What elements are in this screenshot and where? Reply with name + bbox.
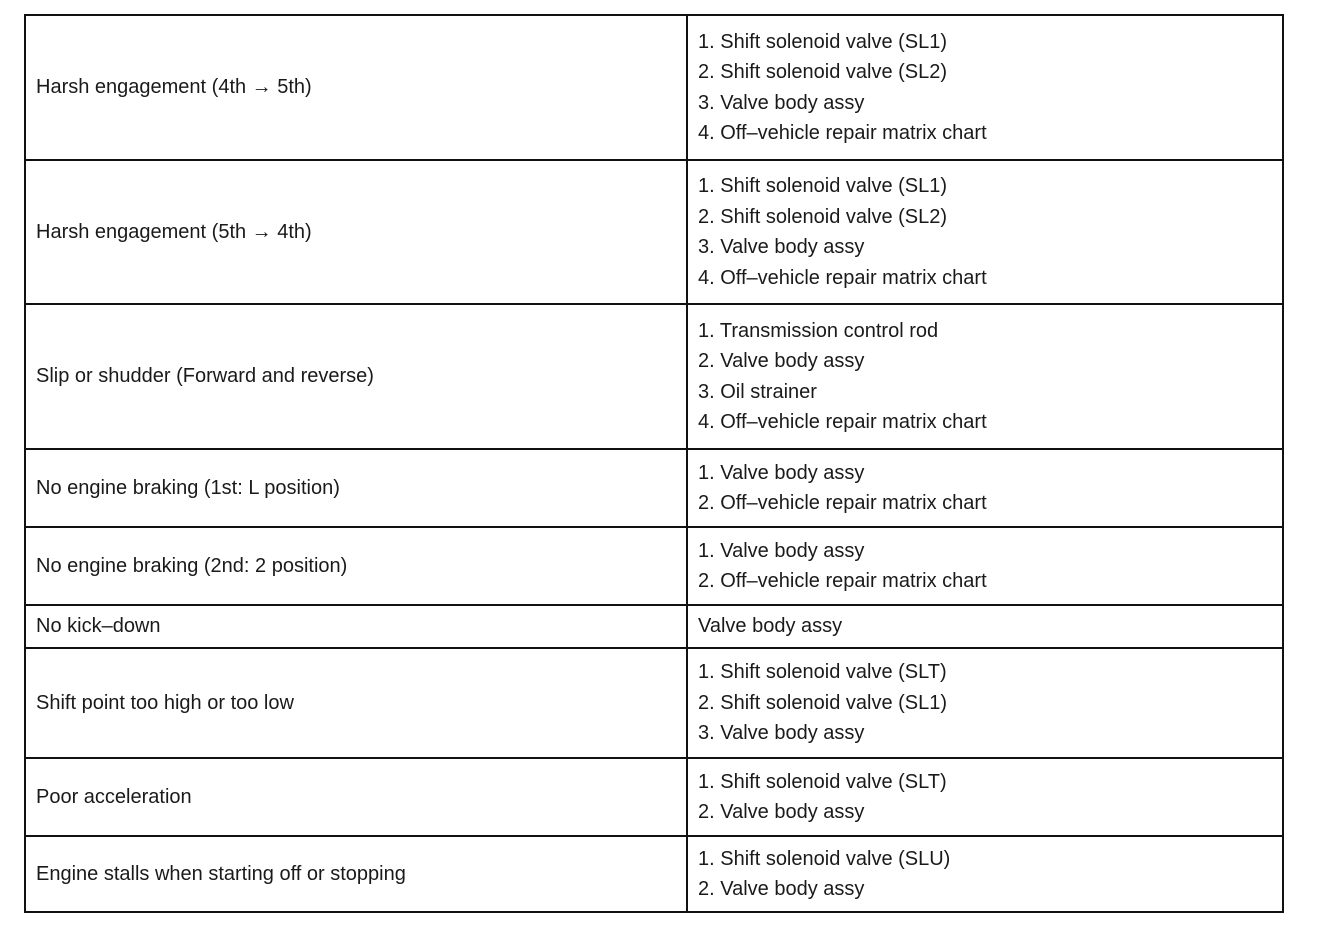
table-row	[25, 605, 1283, 648]
suspected-parts-cell	[687, 304, 1283, 449]
suspected-parts-cell	[687, 15, 1283, 160]
symptom-cell: No kick–down	[25, 605, 687, 648]
list-item: 3. Valve body assy	[698, 722, 865, 745]
table-row	[25, 758, 1283, 836]
table-row	[25, 15, 1283, 160]
suspected-parts-cell	[687, 836, 1283, 912]
suspected-parts-cell	[687, 605, 1283, 648]
suspected-parts-list	[698, 657, 1272, 749]
suspected-parts-cell	[687, 449, 1283, 527]
suspected-parts-cell	[687, 160, 1283, 304]
symptom-cell: No engine braking (2nd: 2 position)	[25, 527, 687, 605]
list-item: 2. Off–vehicle repair matrix chart	[698, 492, 987, 514]
list-item: 2. Off–vehicle repair matrix chart	[698, 570, 987, 592]
list-item: 2. Valve body assy	[698, 878, 865, 900]
list-item: 1. Shift solenoid valve (SL1)	[698, 30, 948, 53]
list-item: 1. Valve body assy	[698, 461, 865, 484]
suspected-parts-list	[698, 611, 1272, 642]
list-item: 3. Oil strainer	[698, 380, 817, 403]
list-item: 3. Valve body assy	[698, 91, 865, 114]
list-item: 2. Valve body assy	[698, 801, 865, 823]
table-row	[25, 304, 1283, 449]
symptom-cell: Engine stalls when starting off or stopping	[25, 836, 687, 912]
suspected-parts-list	[698, 316, 1272, 438]
list-item: 4. Off–vehicle repair matrix chart	[698, 266, 987, 289]
table-row	[25, 836, 1283, 912]
list-item: 1. Valve body assy	[698, 539, 865, 562]
symptom-cell: Poor acceleration	[25, 758, 687, 836]
list-item: 2. Valve body assy	[698, 350, 865, 372]
suspected-parts-list	[698, 844, 1272, 905]
suspected-parts-cell	[687, 527, 1283, 605]
suspected-parts-list	[698, 458, 1272, 519]
symptom-cell: Harsh engagement (4th → 5th)	[25, 15, 687, 160]
symptom-matrix-table	[24, 14, 1284, 913]
symptom-cell: Harsh engagement (5th → 4th)	[25, 160, 687, 304]
list-item: 2. Shift solenoid valve (SL2)	[698, 205, 948, 228]
list-item: 1. Shift solenoid valve (SLT)	[698, 661, 947, 684]
table-row	[25, 648, 1283, 758]
table-row	[25, 527, 1283, 605]
symptom-cell: Slip or shudder (Forward and reverse)	[25, 304, 687, 449]
list-item: Valve body assy	[698, 615, 843, 638]
table-row	[25, 160, 1283, 304]
symptom-cell: No engine braking (1st: L position)	[25, 449, 687, 527]
table-row	[25, 449, 1283, 527]
suspected-parts-list	[698, 536, 1272, 597]
list-item: 2. Shift solenoid valve (SL2)	[698, 61, 948, 83]
list-item: 1. Transmission control rod	[698, 319, 939, 342]
symptom-cell: Shift point too high or too low	[25, 648, 687, 758]
symptom-matrix-body	[25, 15, 1283, 912]
list-item: 1. Shift solenoid valve (SL1)	[698, 175, 948, 197]
suspected-parts-cell	[687, 758, 1283, 836]
list-item: 3. Valve body assy	[698, 236, 865, 258]
list-item: 1. Shift solenoid valve (SLT)	[698, 770, 947, 793]
list-item: 4. Off–vehicle repair matrix chart	[698, 411, 987, 433]
suspected-parts-list	[698, 27, 1272, 149]
suspected-parts-list	[698, 171, 1272, 293]
suspected-parts-list	[698, 767, 1272, 828]
list-item: 1. Shift solenoid valve (SLU)	[698, 847, 951, 870]
list-item: 4. Off–vehicle repair matrix chart	[698, 122, 987, 144]
suspected-parts-cell	[687, 648, 1283, 758]
list-item: 2. Shift solenoid valve (SL1)	[698, 691, 948, 714]
